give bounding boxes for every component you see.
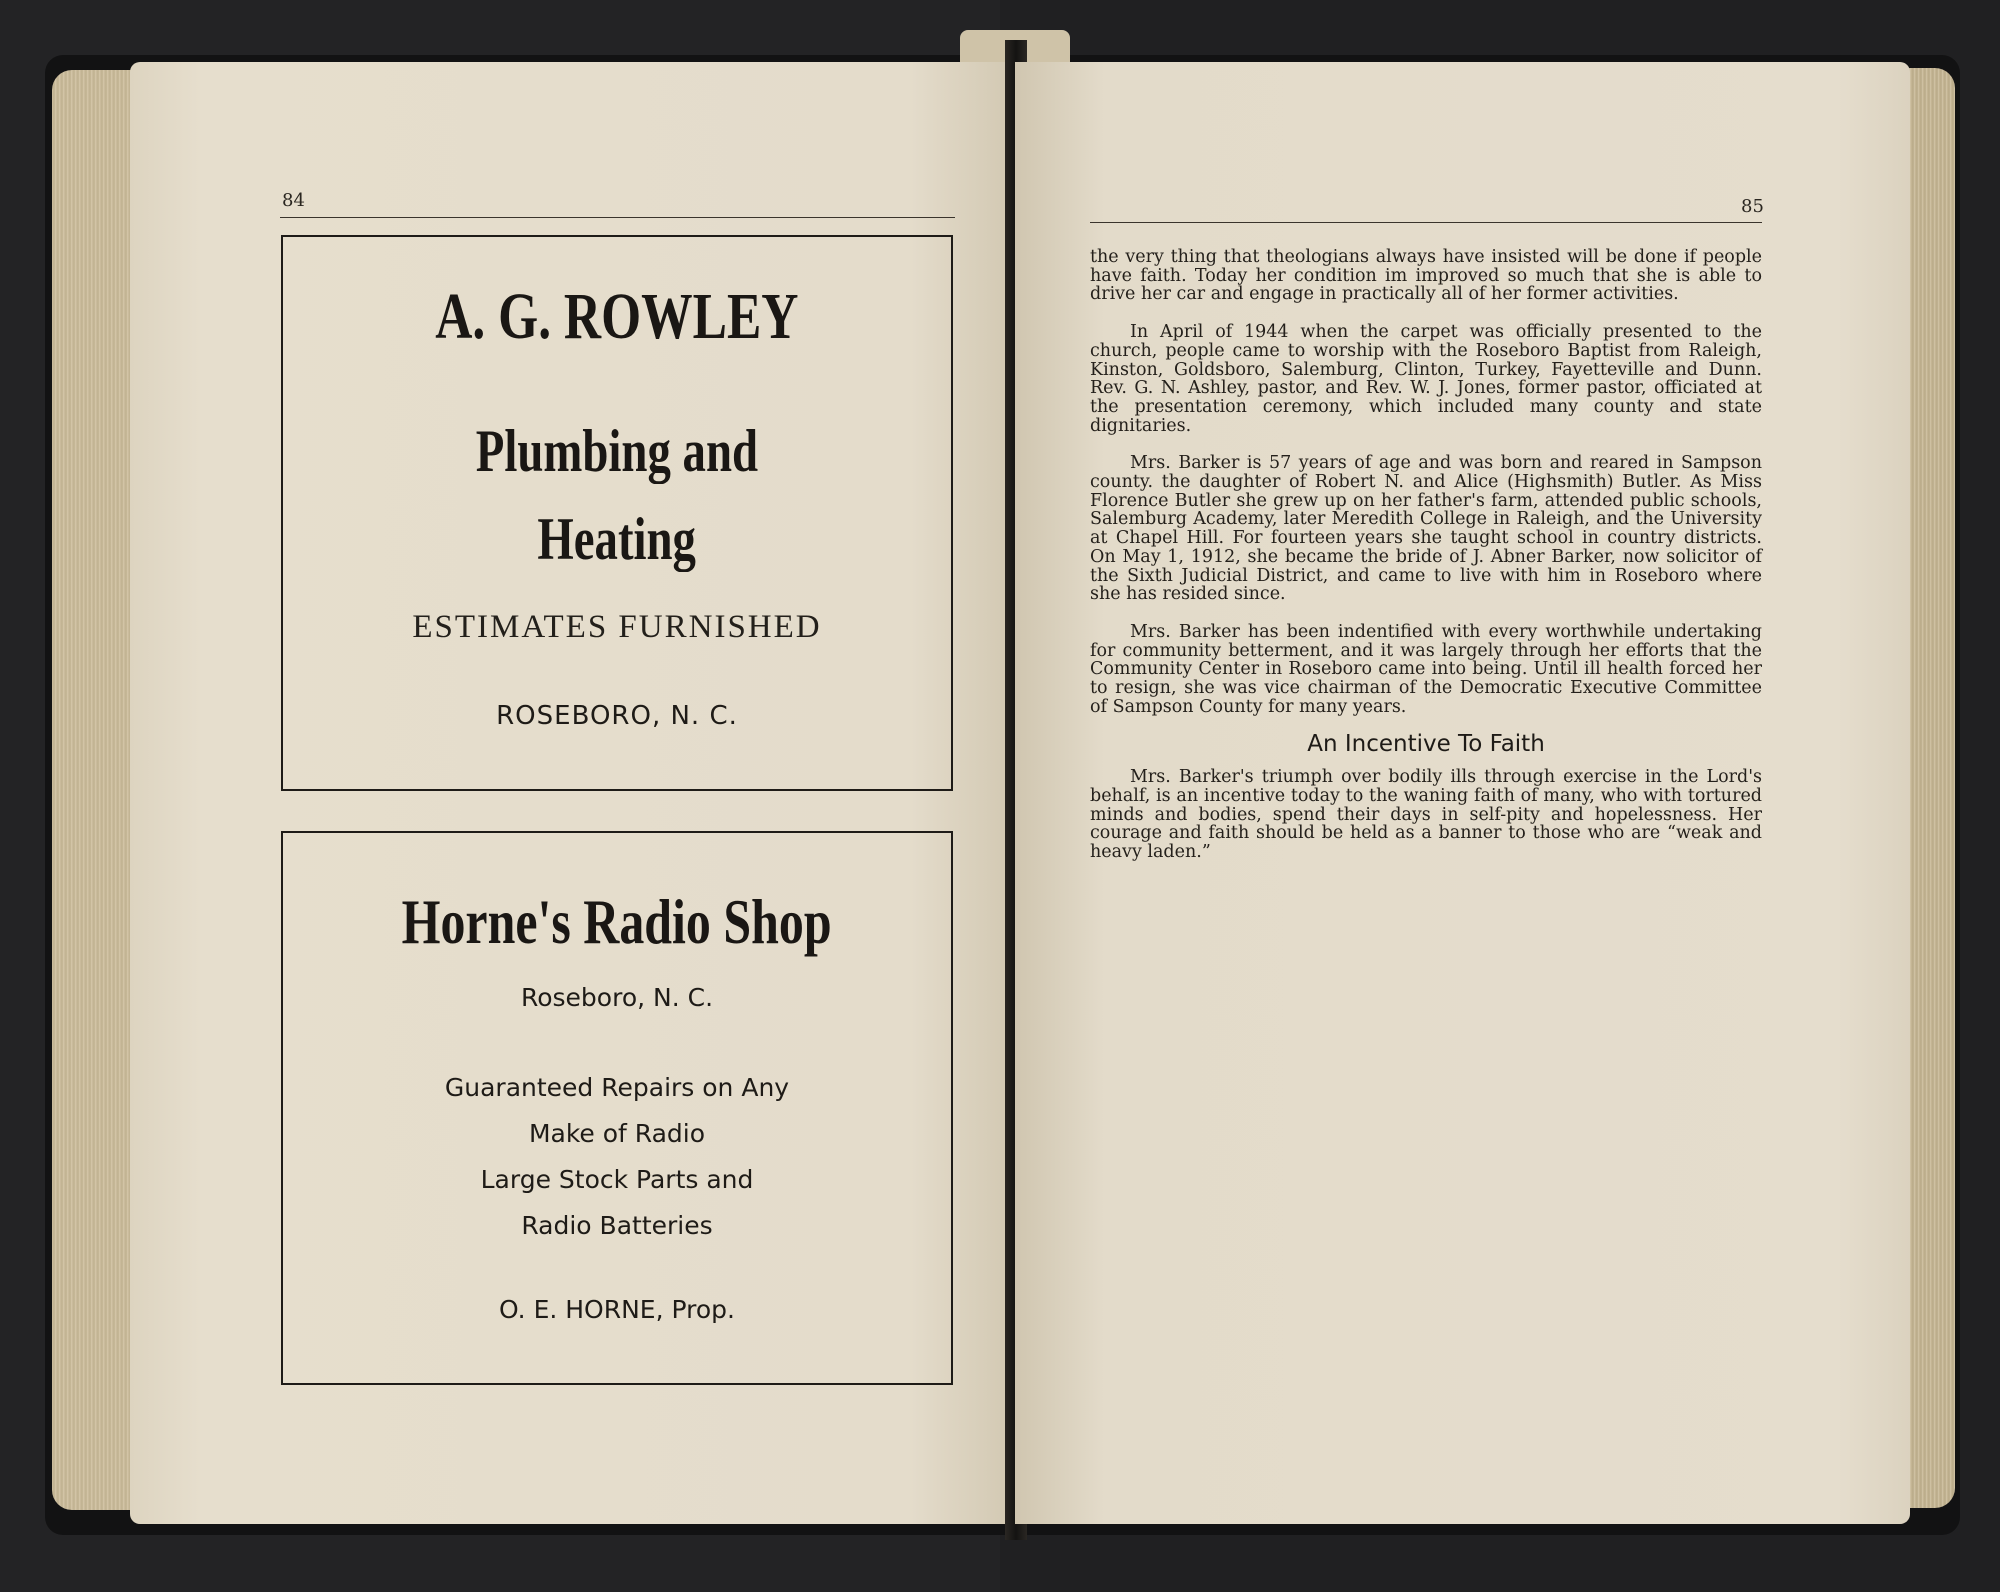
page-number-right: 85 bbox=[1741, 196, 1764, 217]
header-rule-right bbox=[1090, 222, 1762, 223]
ad-horne-service-line: Make of Radio bbox=[528, 1119, 706, 1148]
page-edges-left bbox=[52, 70, 142, 1510]
ad-rowley-service-line1: Plumbing and bbox=[475, 418, 759, 484]
article-paragraph: In April of 1944 when the carpet was officially presented to the church, people came to worship with the Roseboro Baptist from Raleigh, Kinston, Goldsboro, Salemburg, Clinton, Turkey, Fayetteville and Dunn. Rev. G. N. Ashley, pastor, and Rev. W. J. Jones, former pastor, officiated at the presentation ceremony, which included many county and state dignitaries. bbox=[1090, 322, 1762, 436]
ad-horne-name: Horne's Radio Shop bbox=[402, 886, 832, 957]
page-number-left: 84 bbox=[282, 190, 305, 211]
ad-rowley bbox=[281, 235, 953, 791]
ad-rowley-location: ROSEBORO, N. C. bbox=[496, 701, 738, 731]
header-rule-left bbox=[280, 217, 955, 218]
article-paragraph: Mrs. Barker has been indentified with every worthwhile undertaking for community betterment, and it was largely through her efforts that the Community Center in Roseboro came into being. Until ill health forced her to resign, she was vice chairman of the Democratic Executive Committee of Sampson County for many years. bbox=[1090, 621, 1762, 717]
ad-rowley-service-line2: Heating bbox=[537, 506, 697, 572]
ad-horne-radio bbox=[281, 831, 953, 1385]
ad-horne-service-line: Radio Batteries bbox=[521, 1211, 713, 1240]
ad-horne-service-line: Large Stock Parts and bbox=[480, 1165, 754, 1194]
article-paragraph: Mrs. Barker's triumph over bodily ills through exercise in the Lord's behalf, is an incentive today to the waning faith of many, who with tortured minds and bodies, spend their days in self-pity and hopelessness. Her courage and faith should be held as a banner to those who are “weak and heavy laden.” bbox=[1090, 767, 1762, 862]
article-paragraph: Mrs. Barker is 57 years of age and was born and reared in Sampson county. the daughter of Robert N. and Alice (Highsmith) Butler. As Miss Florence Butler she grew up on her father's farm, attended public schools, Salemburg Academy, later Meredith College in Raleigh, and the University at Chapel Hill. For fourteen years she taught school in country districts. On May 1, 1912, she became the bride of J. Abner Barker, now solicitor of the Sixth Judicial District, and came to live with him in Roseboro where she has resided since. bbox=[1090, 453, 1762, 605]
ad-horne-proprietor: O. E. HORNE, Prop. bbox=[499, 1295, 735, 1324]
article-paragraph: the very thing that theologians always have insisted will be done if people have faith. Today her condition im improved so much that she is able to drive her car and engage in practically all of her former activities. bbox=[1090, 247, 1762, 305]
ad-rowley-name: A. G. ROWLEY bbox=[435, 280, 799, 353]
article-body bbox=[1090, 248, 1762, 881]
ad-horne-service-line: Guaranteed Repairs on Any bbox=[444, 1073, 790, 1102]
ad-rowley-estimates: ESTIMATES FURNISHED bbox=[412, 609, 822, 645]
section-heading: An Incentive To Faith bbox=[1307, 731, 1545, 758]
ad-horne-location: Roseboro, N. C. bbox=[520, 983, 714, 1012]
